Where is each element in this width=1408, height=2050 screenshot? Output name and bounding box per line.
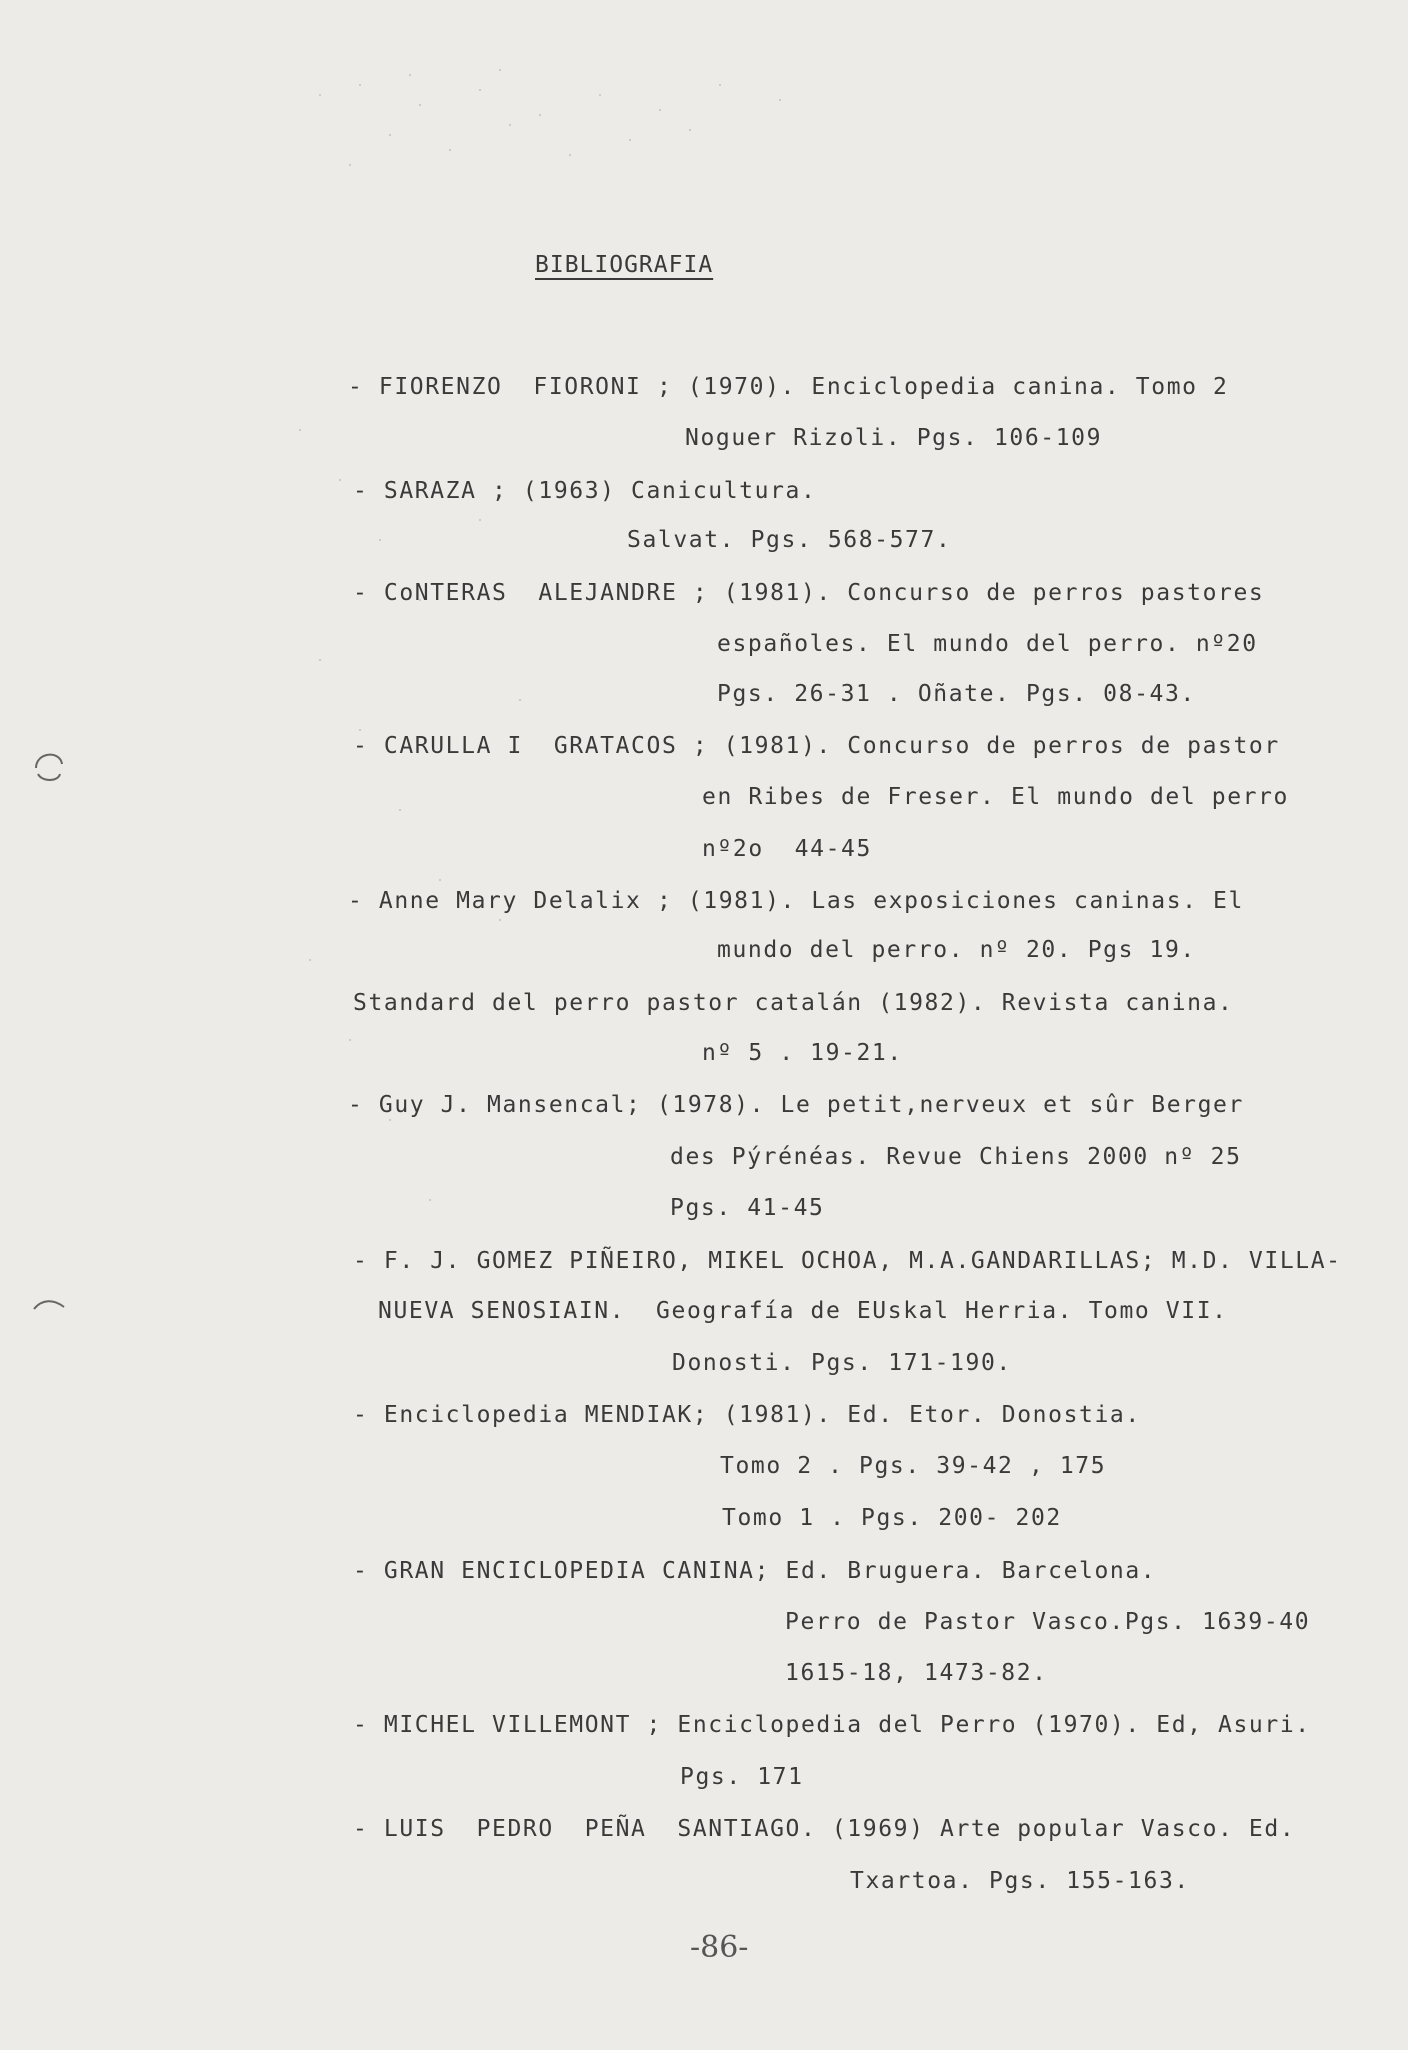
bibliography-line: - CARULLA I GRATACOS ; (1981). Concurso de perros de pastor <box>353 733 1280 759</box>
bibliography-line: NUEVA SENOSIAIN. Geografía de EUskal Herria. Tomo VII. <box>378 1298 1228 1324</box>
bibliography-line: en Ribes de Freser. El mundo del perro <box>702 784 1289 810</box>
bibliography-heading: BIBLIOGRAFIA <box>535 252 714 278</box>
bibliography-line: Standard del perro pastor catalán (1982). Revista canina. <box>353 990 1234 1016</box>
binding-hole-mark <box>30 1295 70 1315</box>
bibliography-line: - Guy J. Mansencal; (1978). Le petit,nerveux et sûr Berger <box>348 1092 1244 1118</box>
bibliography-line: nº 5 . 19-21. <box>702 1040 903 1066</box>
binding-hole-mark <box>30 740 70 790</box>
bibliography-line: Tomo 2 . Pgs. 39-42 , 175 <box>720 1453 1107 1479</box>
bibliography-line: Pgs. 41-45 <box>670 1195 825 1221</box>
bibliography-line: nº2o 44-45 <box>702 836 872 862</box>
photocopy-noise-left <box>280 400 580 1300</box>
bibliography-line: Pgs. 171 <box>680 1764 804 1790</box>
bibliography-line: des Pýrénéas. Revue Chiens 2000 nº 25 <box>670 1144 1242 1170</box>
bibliography-line: 1615-18, 1473-82. <box>785 1660 1048 1686</box>
bibliography-line: - FIORENZO FIORONI ; (1970). Enciclopedia canina. Tomo 2 <box>348 374 1229 400</box>
bibliography-line: - CoNTERAS ALEJANDRE ; (1981). Concurso de perros pastores <box>353 580 1265 606</box>
bibliography-line: españoles. El mundo del perro. nº20 <box>717 631 1258 657</box>
bibliography-line: - Anne Mary Delalix ; (1981). Las exposiciones caninas. El <box>348 888 1244 914</box>
photocopy-noise-top <box>300 55 820 185</box>
bibliography-line: Tomo 1 . Pgs. 200- 202 <box>722 1505 1062 1531</box>
bibliography-line: - GRAN ENCICLOPEDIA CANINA; Ed. Bruguera. Barcelona. <box>353 1558 1157 1584</box>
bibliography-line: Salvat. Pgs. 568-577. <box>627 527 952 553</box>
bibliography-line: - MICHEL VILLEMONT ; Enciclopedia del Perro (1970). Ed, Asuri. <box>353 1712 1311 1738</box>
bibliography-line: Noguer Rizoli. Pgs. 106-109 <box>685 425 1103 451</box>
bibliography-line: Donosti. Pgs. 171-190. <box>672 1350 1012 1376</box>
bibliography-line: - LUIS PEDRO PEÑA SANTIAGO. (1969) Arte popular Vasco. Ed. <box>353 1816 1296 1842</box>
bibliography-line: Txartoa. Pgs. 155-163. <box>850 1868 1190 1894</box>
bibliography-line: - SARAZA ; (1963) Canicultura. <box>353 478 817 504</box>
page-number: -86- <box>690 1930 749 1965</box>
bibliography-line: mundo del perro. nº 20. Pgs 19. <box>717 937 1196 963</box>
bibliography-line: Perro de Pastor Vasco.Pgs. 1639-40 <box>785 1609 1311 1635</box>
bibliography-line: - F. J. GOMEZ PIÑEIRO, MIKEL OCHOA, M.A.GANDARILLAS; M.D. VILLA- <box>353 1248 1342 1274</box>
bibliography-line: - Enciclopedia MENDIAK; (1981). Ed. Etor. Donostia. <box>353 1402 1141 1428</box>
bibliography-line: Pgs. 26-31 . Oñate. Pgs. 08-43. <box>717 681 1196 707</box>
